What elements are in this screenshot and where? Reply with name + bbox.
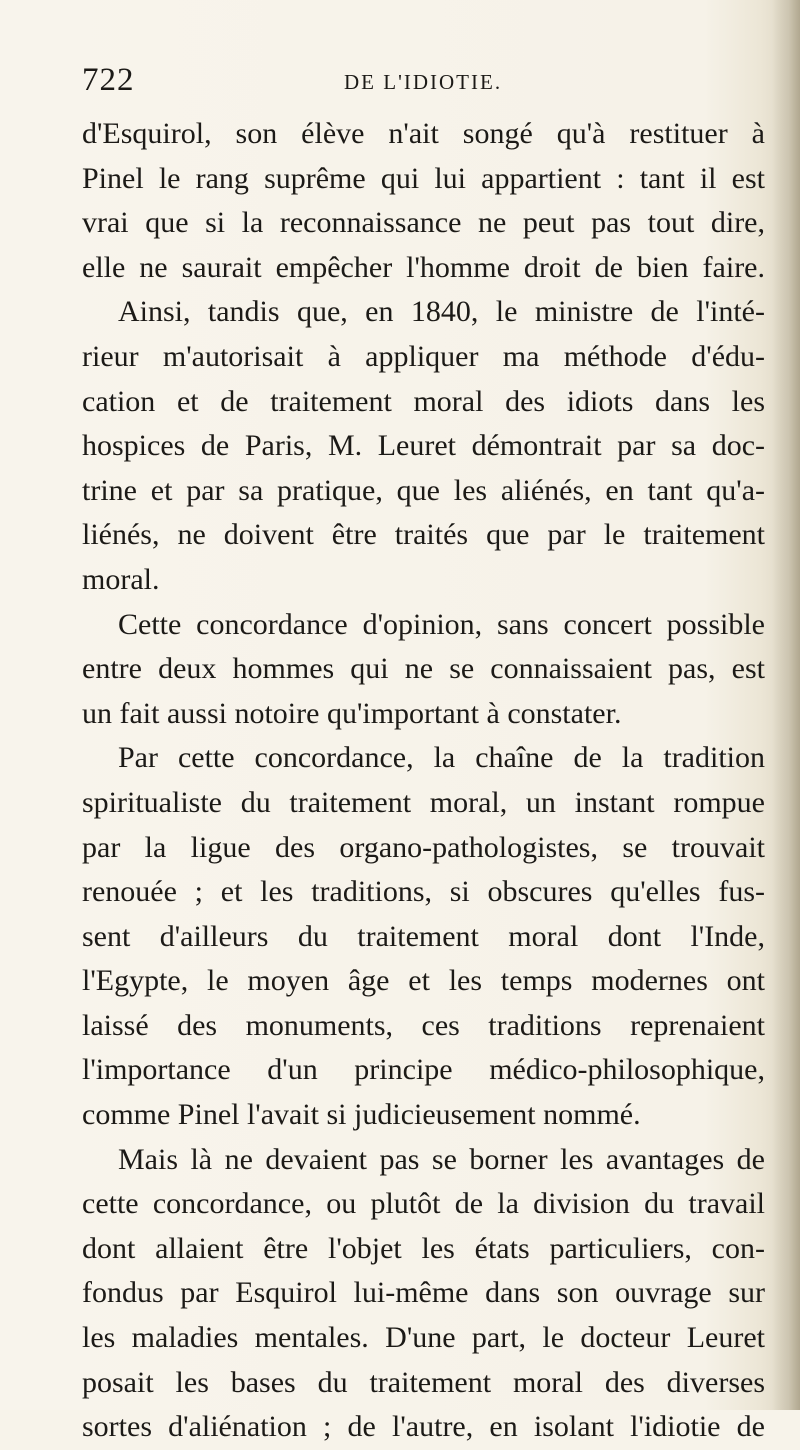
text-line: sortes d'aliénation ; de l'autre, en isolant l'idiotie de [82,1410,765,1444]
text-line: vrai que si la reconnaissance ne peut pas tout dire, [82,206,765,240]
text-line: l'Egypte, le moyen âge et les temps modernes ont [82,964,765,998]
paragraph-start-line: Mais là ne devaient pas se borner les avantages de [118,1142,765,1176]
text-line: liénés, ne doivent être traités que par le traitement [82,518,765,552]
text-line: posait les bases du traitement moral des diverses [82,1365,765,1399]
text-line: les maladies mentales. D'une part, le docteur Leuret [82,1321,765,1355]
text-line: hospices de Paris, M. Leuret démontrait par sa doc- [82,429,765,463]
page-number: 722 [82,62,135,98]
text-line: renouée ; et les traditions, si obscures qu'elles fus- [82,875,765,909]
paragraph-end-line: moral. [82,562,160,596]
text-line: par la ligue des organo-pathologistes, se trouvait [82,830,765,864]
page-header [82,62,772,102]
text-line: laissé des monuments, ces traditions reprenaient [82,1008,765,1042]
paragraph-start-line: Cette concordance d'opinion, sans concert possible [118,607,765,641]
text-line: spiritualiste du traitement moral, un instant rompue [82,785,765,819]
paragraph-end-line: comme Pinel l'avait si judicieusement nommé. [82,1098,641,1132]
text-line: cette concordance, ou plutôt de la division du travail [82,1187,765,1221]
paragraph-start-line: Par cette concordance, la chaîne de la tradition [118,741,765,775]
paragraph-start-line: Ainsi, tandis que, en 1840, le ministre de l'inté- [118,295,765,329]
text-line: dont allaient être l'objet les états particuliers, con- [82,1231,765,1265]
text-line: fondus par Esquirol lui-même dans son ouvrage sur [82,1276,765,1310]
running-title: DE L'IDIOTIE. [344,70,503,94]
paragraph-end-line: un fait aussi notoire qu'important à constater. [82,696,622,730]
body-text [82,112,765,1450]
text-line: l'importance d'un principe médico-philosophique, [82,1053,765,1087]
text-line: trine et par sa pratique, que les aliénés, en tant qu'a- [82,473,765,507]
text-line: cation et de traitement moral des idiots dans les [82,384,765,418]
text-line: sent d'ailleurs du traitement moral dont l'Inde, [82,919,765,953]
text-line: d'Esquirol, son élève n'ait songé qu'à restituer à [82,117,765,150]
text-line: elle ne saurait empêcher l'homme droit de bien faire. [82,250,765,284]
text-line: Pinel le rang suprême qui lui appartient : tant il est [82,161,765,195]
text-line: rieur m'autorisait à appliquer ma méthode d'édu- [82,339,765,373]
text-line: entre deux hommes qui ne se connaissaient pas, est [82,652,765,686]
page-edge-shadow [772,0,800,1410]
